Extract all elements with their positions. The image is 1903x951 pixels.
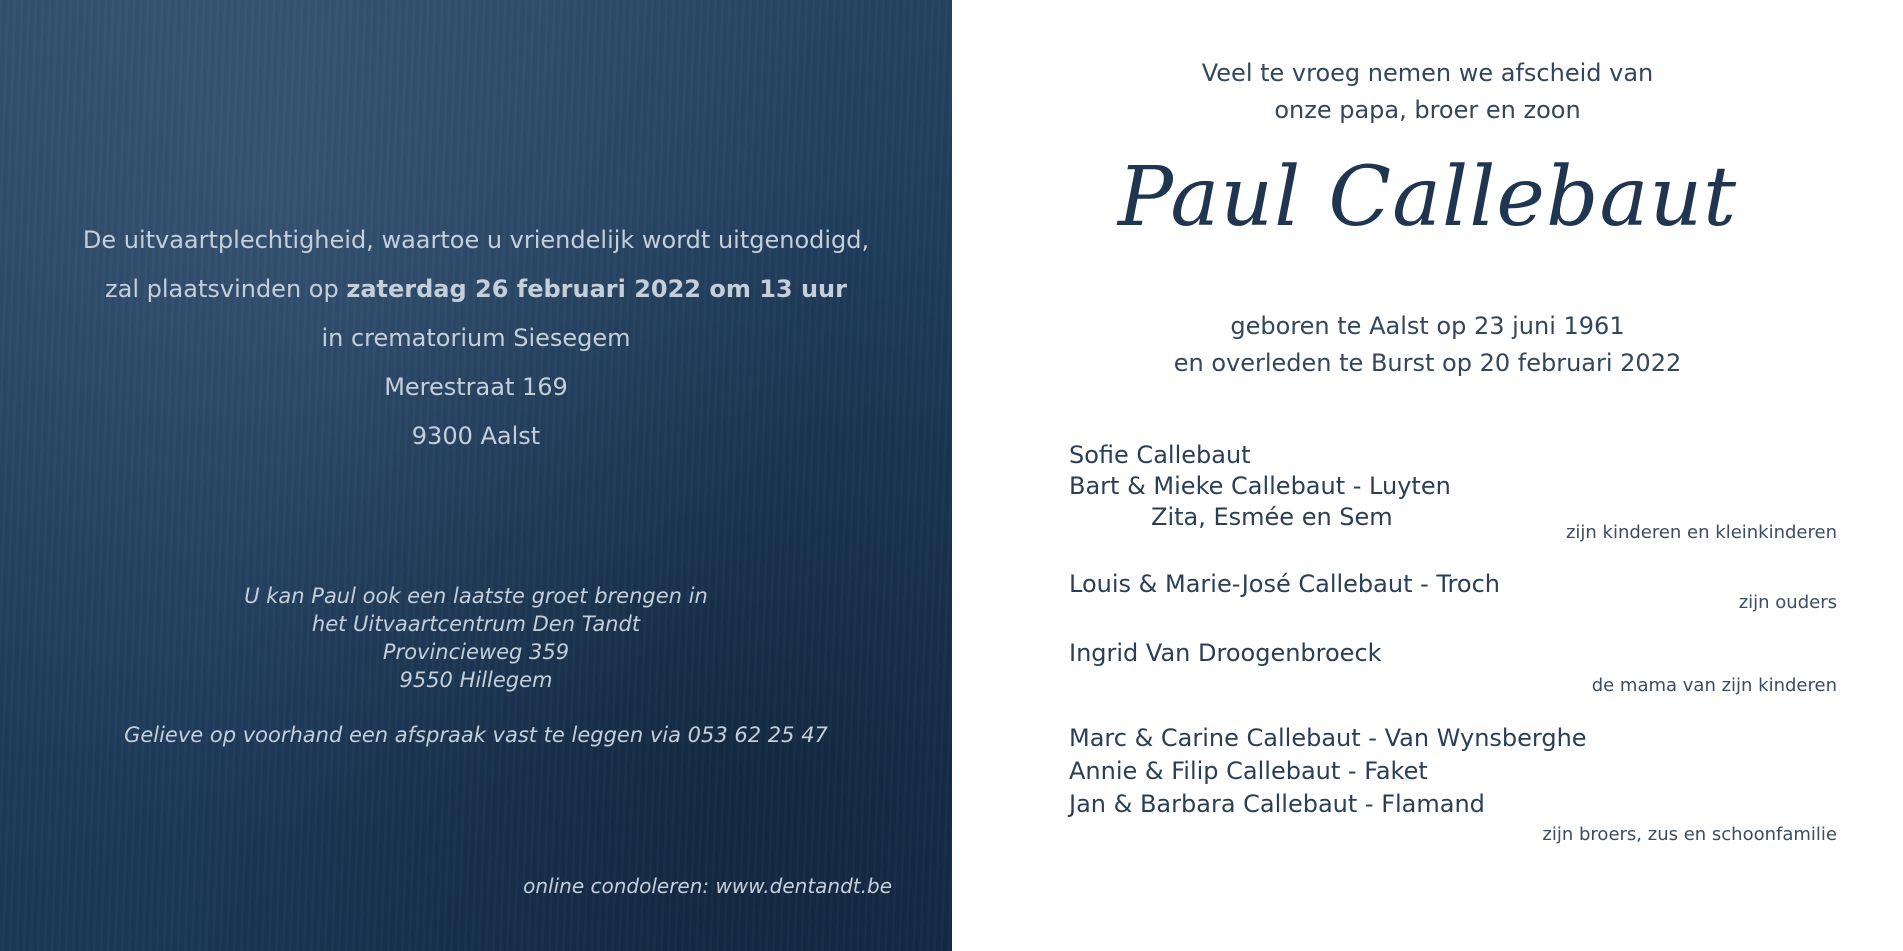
birth-line: geboren te Aalst op 23 juni 1961 bbox=[1230, 312, 1625, 340]
family-group-siblings bbox=[1069, 722, 1587, 821]
family-name: Sofie Callebaut bbox=[1069, 441, 1251, 469]
ceremony-date-prefix: zal plaatsvinden op bbox=[105, 275, 347, 303]
death-line: en overleden te Burst op 20 februari 2022 bbox=[1173, 349, 1682, 377]
family-name: Bart & Mieke Callebaut - Luyten bbox=[1069, 472, 1451, 500]
relation-label: zijn kinderen en kleinkinderen bbox=[1565, 522, 1837, 543]
family-name: Jan & Barbara Callebaut - Flamand bbox=[1069, 790, 1485, 818]
family-name: Marc & Carine Callebaut - Van Wynsberghe bbox=[1069, 724, 1587, 752]
visit-appointment: Gelieve op voorhand een afspraak vast te leggen via 053 62 25 47 bbox=[124, 723, 828, 747]
family-group-parents bbox=[1069, 569, 1500, 600]
family-name: Ingrid Van Droogenbroeck bbox=[1069, 639, 1382, 667]
visit-funeral-home: het Uitvaartcentrum Den Tandt bbox=[311, 612, 641, 636]
family-group-children bbox=[1069, 440, 1451, 533]
intro-line-2: onze papa, broer en zoon bbox=[1274, 96, 1581, 124]
relation-label: zijn ouders bbox=[1738, 592, 1837, 613]
ceremony-details bbox=[0, 220, 952, 465]
deceased-name: Paul Callebaut bbox=[1117, 150, 1738, 245]
relation-label: zijn broers, zus en schoonfamilie bbox=[1542, 824, 1837, 845]
visit-street: Provincieweg 359 bbox=[382, 640, 570, 664]
family-name: Louis & Marie-José Callebaut - Troch bbox=[1069, 570, 1500, 598]
intro-line-1: Veel te vroeg nemen we afscheid van bbox=[1201, 59, 1654, 87]
ceremony-invitation: De uitvaartplechtigheid, waartoe u vriendelijk wordt uitgenodigd, bbox=[82, 226, 870, 254]
visit-line-1: U kan Paul ook een laatste groet brengen in bbox=[244, 584, 708, 608]
ceremony-date-line bbox=[0, 269, 952, 318]
right-panel bbox=[952, 0, 1903, 951]
online-condolence: online condoleren: www.dentandt.be bbox=[523, 874, 892, 898]
ceremony-street: Merestraat 169 bbox=[384, 373, 568, 401]
ceremony-city: 9300 Aalst bbox=[411, 422, 541, 450]
ceremony-venue: in crematorium Siesegem bbox=[321, 324, 631, 352]
visit-city: 9550 Hillegem bbox=[399, 668, 553, 692]
family-group-mother bbox=[1069, 638, 1382, 669]
relation-label: de mama van zijn kinderen bbox=[1591, 675, 1837, 696]
life-dates bbox=[952, 308, 1903, 382]
family-name: Annie & Filip Callebaut - Faket bbox=[1069, 757, 1428, 785]
visit-details bbox=[0, 582, 952, 749]
intro-text bbox=[952, 55, 1903, 129]
ceremony-date: zaterdag 26 februari 2022 om 13 uur bbox=[346, 275, 847, 303]
family-name: Zita, Esmée en Sem bbox=[1151, 503, 1393, 531]
